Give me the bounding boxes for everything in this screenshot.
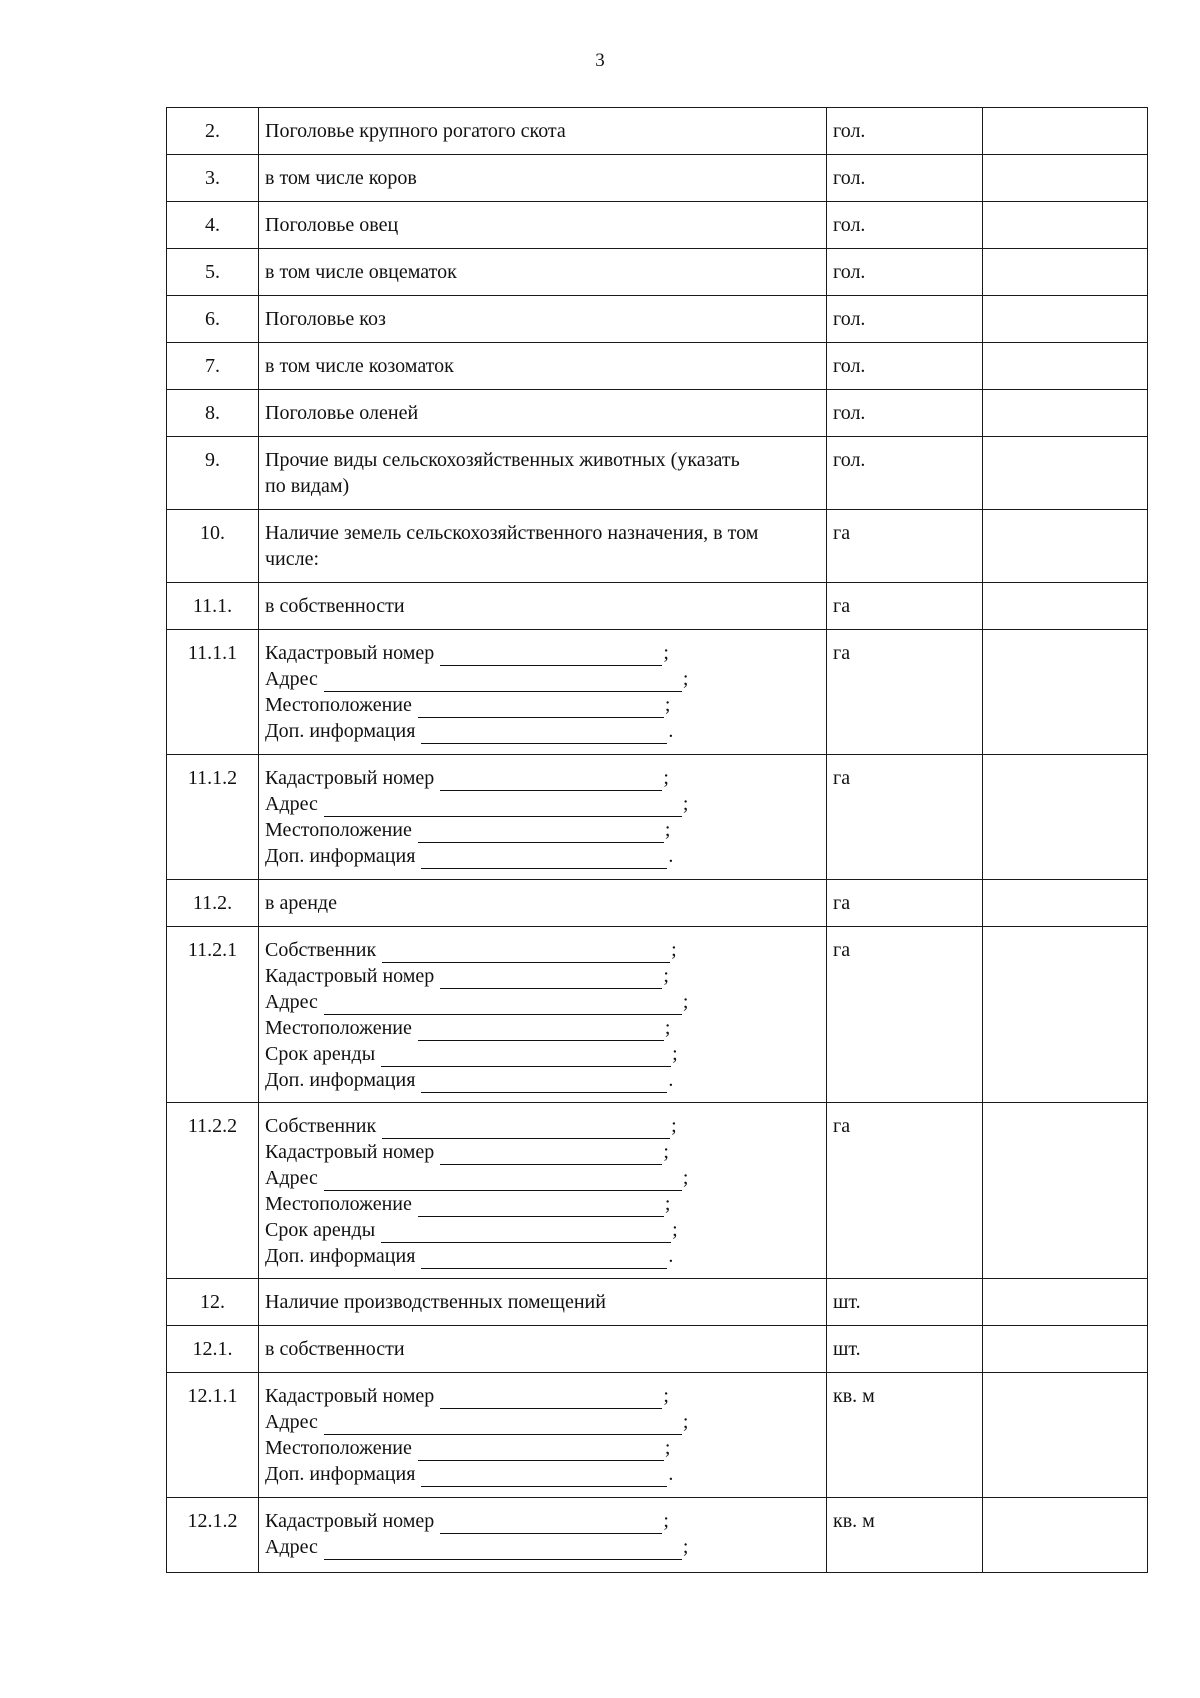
row-number: 9.	[167, 437, 259, 510]
unit-cell: гол.	[827, 343, 983, 390]
field-label: Адрес	[265, 1167, 318, 1189]
fill-in-blank-line[interactable]	[418, 823, 664, 843]
field-label: Доп. информация	[265, 1245, 416, 1267]
field-label: Срок аренды	[265, 1043, 376, 1065]
indicator-name-cell	[259, 510, 827, 583]
fill-in-blank-line[interactable]	[421, 1073, 667, 1093]
fill-in-field	[265, 791, 820, 817]
unit-cell: га	[827, 583, 983, 630]
fill-in-field	[265, 937, 820, 963]
field-terminator: .	[668, 1245, 674, 1267]
unit-cell: га	[827, 510, 983, 583]
field-terminator: ;	[663, 642, 669, 664]
value-input-cell[interactable]	[983, 1498, 1148, 1573]
fill-in-field	[265, 692, 820, 718]
table-row	[167, 583, 1148, 630]
field-label: Кадастровый номер	[265, 1385, 435, 1407]
field-label: Доп. информация	[265, 1463, 416, 1485]
row-number: 12.	[167, 1279, 259, 1326]
field-label: Адрес	[265, 1536, 318, 1558]
fill-in-field	[265, 1015, 820, 1041]
row-number: 5.	[167, 249, 259, 296]
unit-cell: га	[827, 630, 983, 755]
fill-in-blank-line[interactable]	[421, 1467, 667, 1487]
fill-in-blank-line[interactable]	[418, 1441, 664, 1461]
fill-in-field	[265, 1067, 820, 1093]
row-number: 11.2.2	[167, 1103, 259, 1279]
fill-in-field	[265, 1139, 820, 1165]
value-input-cell[interactable]	[983, 249, 1148, 296]
field-label: Собственник	[265, 1115, 377, 1137]
field-label: Доп. информация	[265, 845, 416, 867]
fill-in-field	[265, 1217, 820, 1243]
fill-in-blank-line[interactable]	[440, 1389, 662, 1409]
unit-cell: га	[827, 880, 983, 927]
table-row	[167, 202, 1148, 249]
row-number: 2.	[167, 108, 259, 155]
unit-cell: гол.	[827, 202, 983, 249]
value-input-cell[interactable]	[983, 1373, 1148, 1498]
unit-cell: гол.	[827, 249, 983, 296]
field-label: Кадастровый номер	[265, 965, 435, 987]
field-terminator: ;	[672, 1219, 678, 1241]
field-terminator: .	[668, 1463, 674, 1485]
unit-cell: га	[827, 927, 983, 1103]
indicator-text-line: в собственности	[265, 1338, 405, 1360]
field-terminator: ;	[664, 1017, 671, 1039]
indicator-name-cell	[259, 1279, 827, 1326]
fill-in-blank-line[interactable]	[324, 797, 682, 817]
indicator-text-line: числе:	[265, 548, 320, 570]
field-terminator: ;	[664, 1437, 671, 1459]
table-row	[167, 927, 1148, 1103]
indicator-text-line: Поголовье овец	[265, 214, 399, 236]
field-terminator: ;	[682, 793, 689, 815]
indicator-text-line: Поголовье коз	[265, 308, 386, 330]
fill-in-blank-line[interactable]	[381, 1047, 671, 1067]
row-number: 3.	[167, 155, 259, 202]
fill-in-blank-line[interactable]	[421, 1249, 667, 1269]
unit-cell: гол.	[827, 296, 983, 343]
table-row	[167, 1103, 1148, 1279]
field-label: Адрес	[265, 1411, 318, 1433]
fill-in-field	[265, 1113, 820, 1139]
field-terminator: ;	[663, 1141, 669, 1163]
field-label: Местоположение	[265, 1193, 412, 1215]
fill-in-blank-line[interactable]	[382, 943, 670, 963]
indicator-name-cell	[259, 927, 827, 1103]
field-terminator: ;	[663, 1385, 669, 1407]
value-input-cell[interactable]	[983, 927, 1148, 1103]
row-number: 12.1.2	[167, 1498, 259, 1573]
fill-in-field	[265, 1508, 820, 1534]
row-number: 11.2.	[167, 880, 259, 927]
value-input-cell[interactable]	[983, 437, 1148, 510]
field-terminator: ;	[682, 1411, 689, 1433]
table-row	[167, 1279, 1148, 1326]
value-input-cell[interactable]	[983, 510, 1148, 583]
field-label: Адрес	[265, 991, 318, 1013]
row-number: 12.1.	[167, 1326, 259, 1373]
data-form-table	[166, 107, 1148, 1573]
row-number: 11.1.1	[167, 630, 259, 755]
indicator-name-cell	[259, 880, 827, 927]
field-label: Кадастровый номер	[265, 1510, 435, 1532]
indicator-name-cell	[259, 437, 827, 510]
value-input-cell[interactable]	[983, 1279, 1148, 1326]
field-terminator: .	[668, 845, 674, 867]
fill-in-field	[265, 817, 820, 843]
value-input-cell[interactable]	[983, 108, 1148, 155]
indicator-name-cell	[259, 630, 827, 755]
field-terminator: ;	[664, 694, 671, 716]
row-number: 11.2.1	[167, 927, 259, 1103]
value-input-cell[interactable]	[983, 583, 1148, 630]
fill-in-blank-line[interactable]	[418, 1197, 664, 1217]
fill-in-blank-line[interactable]	[324, 1171, 682, 1191]
row-number: 11.1.2	[167, 755, 259, 880]
field-label: Адрес	[265, 793, 318, 815]
value-input-cell[interactable]	[983, 755, 1148, 880]
unit-cell: гол.	[827, 108, 983, 155]
indicator-name-cell	[259, 755, 827, 880]
table-row	[167, 390, 1148, 437]
value-input-cell[interactable]	[983, 296, 1148, 343]
indicator-name-cell	[259, 343, 827, 390]
field-terminator: ;	[682, 1167, 689, 1189]
fill-in-field	[265, 1461, 820, 1487]
fill-in-field	[265, 666, 820, 692]
table-row	[167, 296, 1148, 343]
field-terminator: .	[668, 720, 674, 742]
indicator-text-line: Прочие виды сельскохозяйственных животных (указать	[265, 449, 740, 471]
row-number: 11.1.	[167, 583, 259, 630]
unit-cell: га	[827, 755, 983, 880]
row-number: 6.	[167, 296, 259, 343]
fill-in-field	[265, 963, 820, 989]
fill-in-blank-line[interactable]	[324, 1415, 682, 1435]
indicator-name-cell	[259, 108, 827, 155]
fill-in-blank-line[interactable]	[421, 849, 667, 869]
fill-in-blank-line[interactable]	[440, 969, 662, 989]
value-input-cell[interactable]	[983, 155, 1148, 202]
unit-cell: шт.	[827, 1279, 983, 1326]
indicator-text-line: Поголовье оленей	[265, 402, 419, 424]
indicator-text-line: Наличие производственных помещений	[265, 1291, 606, 1313]
row-number: 7.	[167, 343, 259, 390]
field-terminator: ;	[671, 1115, 677, 1137]
indicator-name-cell	[259, 296, 827, 343]
indicator-text-line: Поголовье крупного рогатого скота	[265, 120, 566, 142]
fill-in-blank-line[interactable]	[440, 771, 662, 791]
field-terminator: ;	[663, 767, 669, 789]
fill-in-field	[265, 718, 820, 744]
fill-in-blank-line[interactable]	[324, 672, 682, 692]
table-row	[167, 1373, 1148, 1498]
value-input-cell[interactable]	[983, 1326, 1148, 1373]
indicator-name-cell	[259, 583, 827, 630]
field-terminator: ;	[682, 1536, 689, 1558]
table-row	[167, 108, 1148, 155]
field-label: Доп. информация	[265, 720, 416, 742]
unit-cell: гол.	[827, 437, 983, 510]
field-label: Кадастровый номер	[265, 642, 435, 664]
fill-in-field	[265, 989, 820, 1015]
fill-in-field	[265, 1409, 820, 1435]
row-number: 10.	[167, 510, 259, 583]
indicator-text-line: в аренде	[265, 892, 337, 914]
indicator-text-line: в собственности	[265, 595, 405, 617]
value-input-cell[interactable]	[983, 1103, 1148, 1279]
indicator-name-cell	[259, 155, 827, 202]
fill-in-blank-line[interactable]	[440, 646, 662, 666]
field-terminator: ;	[664, 819, 671, 841]
fill-in-blank-line[interactable]	[421, 724, 667, 744]
indicator-text-line: Наличие земель сельскохозяйственного назначения, в том	[265, 522, 759, 544]
field-label: Кадастровый номер	[265, 1141, 435, 1163]
indicator-text-line: в том числе козоматок	[265, 355, 454, 377]
fill-in-blank-line[interactable]	[418, 1021, 664, 1041]
field-terminator: .	[668, 1069, 674, 1091]
field-label: Местоположение	[265, 1017, 412, 1039]
field-label: Собственник	[265, 939, 377, 961]
field-terminator: ;	[663, 965, 669, 987]
value-input-cell[interactable]	[983, 202, 1148, 249]
field-terminator: ;	[664, 1193, 671, 1215]
field-terminator: ;	[672, 1043, 678, 1065]
table-row	[167, 630, 1148, 755]
table-body	[167, 108, 1148, 1573]
indicator-text-line: по видам)	[265, 475, 350, 497]
value-input-cell[interactable]	[983, 630, 1148, 755]
fill-in-blank-line[interactable]	[418, 698, 664, 718]
fill-in-blank-line[interactable]	[381, 1223, 671, 1243]
table-row	[167, 437, 1148, 510]
value-input-cell[interactable]	[983, 390, 1148, 437]
field-terminator: ;	[682, 668, 689, 690]
fill-in-field	[265, 1165, 820, 1191]
page-number: 3	[595, 50, 605, 71]
table-row	[167, 510, 1148, 583]
table-row	[167, 155, 1148, 202]
fill-in-field	[265, 1191, 820, 1217]
table-row	[167, 249, 1148, 296]
field-label: Адрес	[265, 668, 318, 690]
row-number: 8.	[167, 390, 259, 437]
fill-in-field	[265, 640, 820, 666]
field-terminator: ;	[663, 1510, 669, 1532]
indicator-name-cell	[259, 1103, 827, 1279]
field-label: Кадастровый номер	[265, 767, 435, 789]
table-row	[167, 1498, 1148, 1573]
field-label: Местоположение	[265, 819, 412, 841]
fill-in-blank-line[interactable]	[324, 995, 682, 1015]
value-input-cell[interactable]	[983, 343, 1148, 390]
field-label: Срок аренды	[265, 1219, 376, 1241]
fill-in-field	[265, 1041, 820, 1067]
fill-in-field	[265, 1383, 820, 1409]
table-row	[167, 343, 1148, 390]
row-number: 4.	[167, 202, 259, 249]
field-terminator: ;	[671, 939, 677, 961]
indicator-name-cell	[259, 1373, 827, 1498]
indicator-name-cell	[259, 202, 827, 249]
fill-in-field	[265, 1243, 820, 1269]
fill-in-blank-line[interactable]	[440, 1514, 662, 1534]
unit-cell: гол.	[827, 155, 983, 202]
fill-in-blank-line[interactable]	[440, 1145, 662, 1165]
value-input-cell[interactable]	[983, 880, 1148, 927]
field-label: Местоположение	[265, 1437, 412, 1459]
fill-in-blank-line[interactable]	[324, 1540, 682, 1560]
indicator-name-cell	[259, 1326, 827, 1373]
field-label: Доп. информация	[265, 1069, 416, 1091]
unit-cell: гол.	[827, 390, 983, 437]
table-row	[167, 755, 1148, 880]
row-number: 12.1.1	[167, 1373, 259, 1498]
unit-cell: га	[827, 1103, 983, 1279]
fill-in-field	[265, 1435, 820, 1461]
fill-in-field	[265, 1534, 820, 1560]
unit-cell: кв. м	[827, 1498, 983, 1573]
field-label: Местоположение	[265, 694, 412, 716]
field-terminator: ;	[682, 991, 689, 1013]
unit-cell: шт.	[827, 1326, 983, 1373]
table-row	[167, 880, 1148, 927]
indicator-text-line: в том числе овцематок	[265, 261, 457, 283]
unit-cell: кв. м	[827, 1373, 983, 1498]
indicator-text-line: в том числе коров	[265, 167, 417, 189]
fill-in-field	[265, 843, 820, 869]
table-row	[167, 1326, 1148, 1373]
fill-in-blank-line[interactable]	[382, 1119, 670, 1139]
indicator-name-cell	[259, 249, 827, 296]
indicator-name-cell	[259, 1498, 827, 1573]
fill-in-field	[265, 765, 820, 791]
indicator-name-cell	[259, 390, 827, 437]
